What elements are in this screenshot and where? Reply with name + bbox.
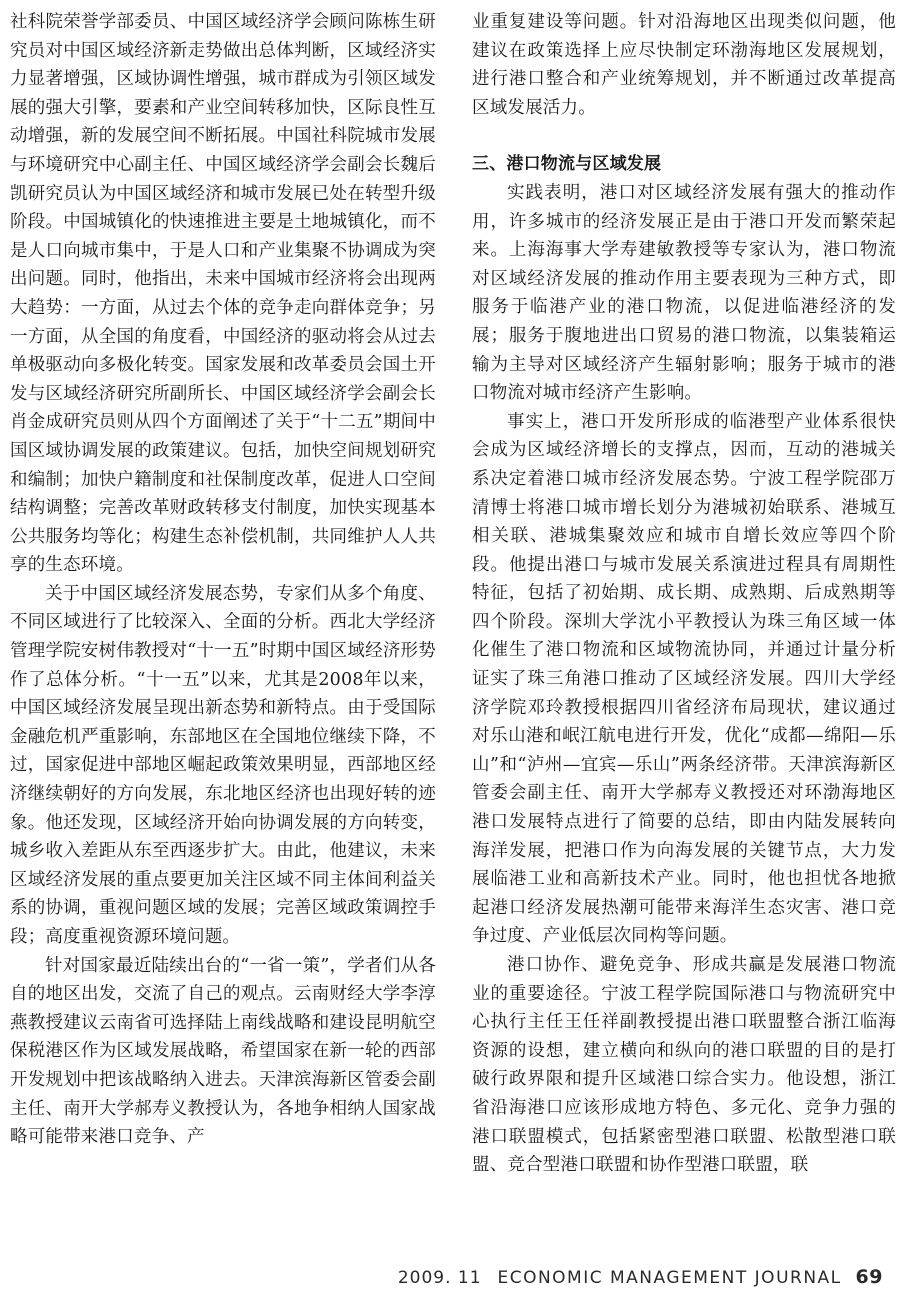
paragraph: 针对国家最近陆续出台的“一省一策”，学者们从各自的地区出发，交流了自己的观点。云南财经大学李淳燕教授建议云南省可选择陆上南线战略和建设昆明航空保税港区作为区域发展战略，希望国家在新一轮的西部开发规划中把该战略纳入进去。天津滨海新区管委会副主任、南开大学郝寿义教授认为，各地争相纳人国家战略可能带来港口竞争、产 bbox=[10, 955, 436, 1148]
left-column bbox=[10, 8, 436, 1152]
issue-date: 2009. 11 bbox=[397, 1268, 482, 1288]
paragraph: 关于中国区域经济发展态势，专家们从多个角度、不同区域进行了比较深入、全面的分析。西北大学经济管理学院安树伟教授对“十一五”时期中国区域经济形势作了总体分析。“十一五”以来，尤其是2008年以来，中国区域经济发展呈现出新态势和新特点。由于受国际金融危机严重影响，东部地区在全国地位继续下降，不过，国家促进中部地区崛起政策效果明显，西部地区经济继续朝好的方向发展，东北地区经济也出现好转的迹象。他还发现，区域经济开始向协调发展的方向转变，城乡收入差距从东至西逐步扩大。由此，他建议，未来区域经济发展的重点要更加关注区域不同主体间利益关系的协调，重视问题区域的发展；完善区域政策调控手段；高度重视资源环境问题。 bbox=[10, 583, 436, 947]
paragraph: 港口协作、避免竞争、形成共赢是发展港口物流业的重要途径。宁波工程学院国际港口与物流研究中心执行主任王任祥副教授提出港口联盟整合浙江临海资源的设想，建立横向和纵向的港口联盟的目的是打破行政界限和提升区域港口综合实力。他设想，浙江省沿海港口应该形成地方特色、多元化、竞争力强的港口联盟模式，包括紧密型港口联盟、松散型港口联盟、竞合型港口联盟和协作型港口联盟，联 bbox=[472, 955, 896, 1176]
paragraph: 社科院荣誉学部委员、中国区域经济学会顾问陈栋生研究员对中国区域经济新走势做出总体判断，区域经济实力显著增强，区域协调性增强，城市群成为引领区域发展的强大引擎，要素和产业空间转移加快，区际良性互动增强，新的发展空间不断拓展。中国社科院城市发展与环境研究中心副主任、中国区域经济学会副会长魏后凯研究员认为中国区域经济和城市发展已处在转型升级阶段。中国城镇化的快速推进主要是土地城镇化，而不是人口向城市集中，于是人口和产业集聚不协调成为突出问题。同时，他指出，未来中国城市经济将会出现两大趋势：一方面，从过去个体的竞争走向群体竞争；另一方面，从全国的角度看，中国经济的驱动将会从过去单极驱动向多极化转变。国家发展和改革委员会国土开发与区域经济研究所副所长、中国区域经济学会副会长肖金成研究员则从四个方面阐述了关于“十二五”期间中国区域协调发展的政策建议。包括，加快空间规划研究和编制；加快户籍制度和社保制度改革，促进人口空间结构调整；完善改革财政转移支付制度，加快实现基本公共服务均等化；构建生态补偿机制，共同维护人人共享的生态环境。 bbox=[10, 12, 436, 576]
page-footer bbox=[398, 1266, 883, 1288]
paragraph: 事实上，港口开发所形成的临港型产业体系很快会成为区域经济增长的支撑点，因而，互动的港城关系决定着港口城市经济发展态势。宁波工程学院邵万清博士将港口城市增长划分为港城初始联系、港城互相关联、港城集聚效应和城市自增长效应等四个阶段。他提出港口与城市发展关系演进过程具有周期性特征，包括了初始期、成长期、成熟期、后成熟期等四个阶段。深圳大学沈小平教授认为珠三角区域一体化催生了港口物流和区域物流协同，并通过计量分析证实了珠三角港口推动了区域经济发展。四川大学经济学院邓玲教授根据四川省经济布局现状，建议通过对乐山港和岷江航电进行开发，优化“成都—绵阳—乐山”和“泸州—宜宾—乐山”两条经济带。天津滨海新区管委会副主任、南开大学郝寿义教授还对环渤海地区港口发展特点进行了简要的总结，即由内陆发展转向海洋发展，把港口作为向海发展的关键节点，大力发展临港工业和高新技术产业。同时，他也担忧各地掀起港口经济发展热潮可能带来海洋生态灾害、港口竞争过度、产业低层次同构等问题。 bbox=[472, 411, 896, 947]
paragraph: 实践表明，港口对区域经济发展有强大的推动作用，许多城市的经济发展正是由于港口开发而繁荣起来。上海海事大学寿建敏教授等专家认为，港口物流对区域经济发展的推动作用主要表现为三种方式，即服务于临港产业的港口物流，以促进临港经济的发展；服务于腹地进出口贸易的港口物流，以集装箱运输为主导对区域经济产生辐射影响；服务于城市的港口物流对城市经济产生影响。 bbox=[472, 182, 896, 404]
page-number: 69 bbox=[855, 1266, 883, 1288]
journal-name: ECONOMIC MANAGEMENT JOURNAL bbox=[497, 1268, 842, 1288]
section-heading: 三、港口物流与区域发展 bbox=[472, 154, 662, 175]
paragraph: 业重复建设等问题。针对沿海地区出现类似问题，他建议在政策选择上应尽快制定环渤海地区发展规划，进行港口整合和产业统筹规划，并不断通过改革提高区域发展活力。 bbox=[472, 12, 896, 118]
right-column bbox=[472, 8, 896, 1180]
